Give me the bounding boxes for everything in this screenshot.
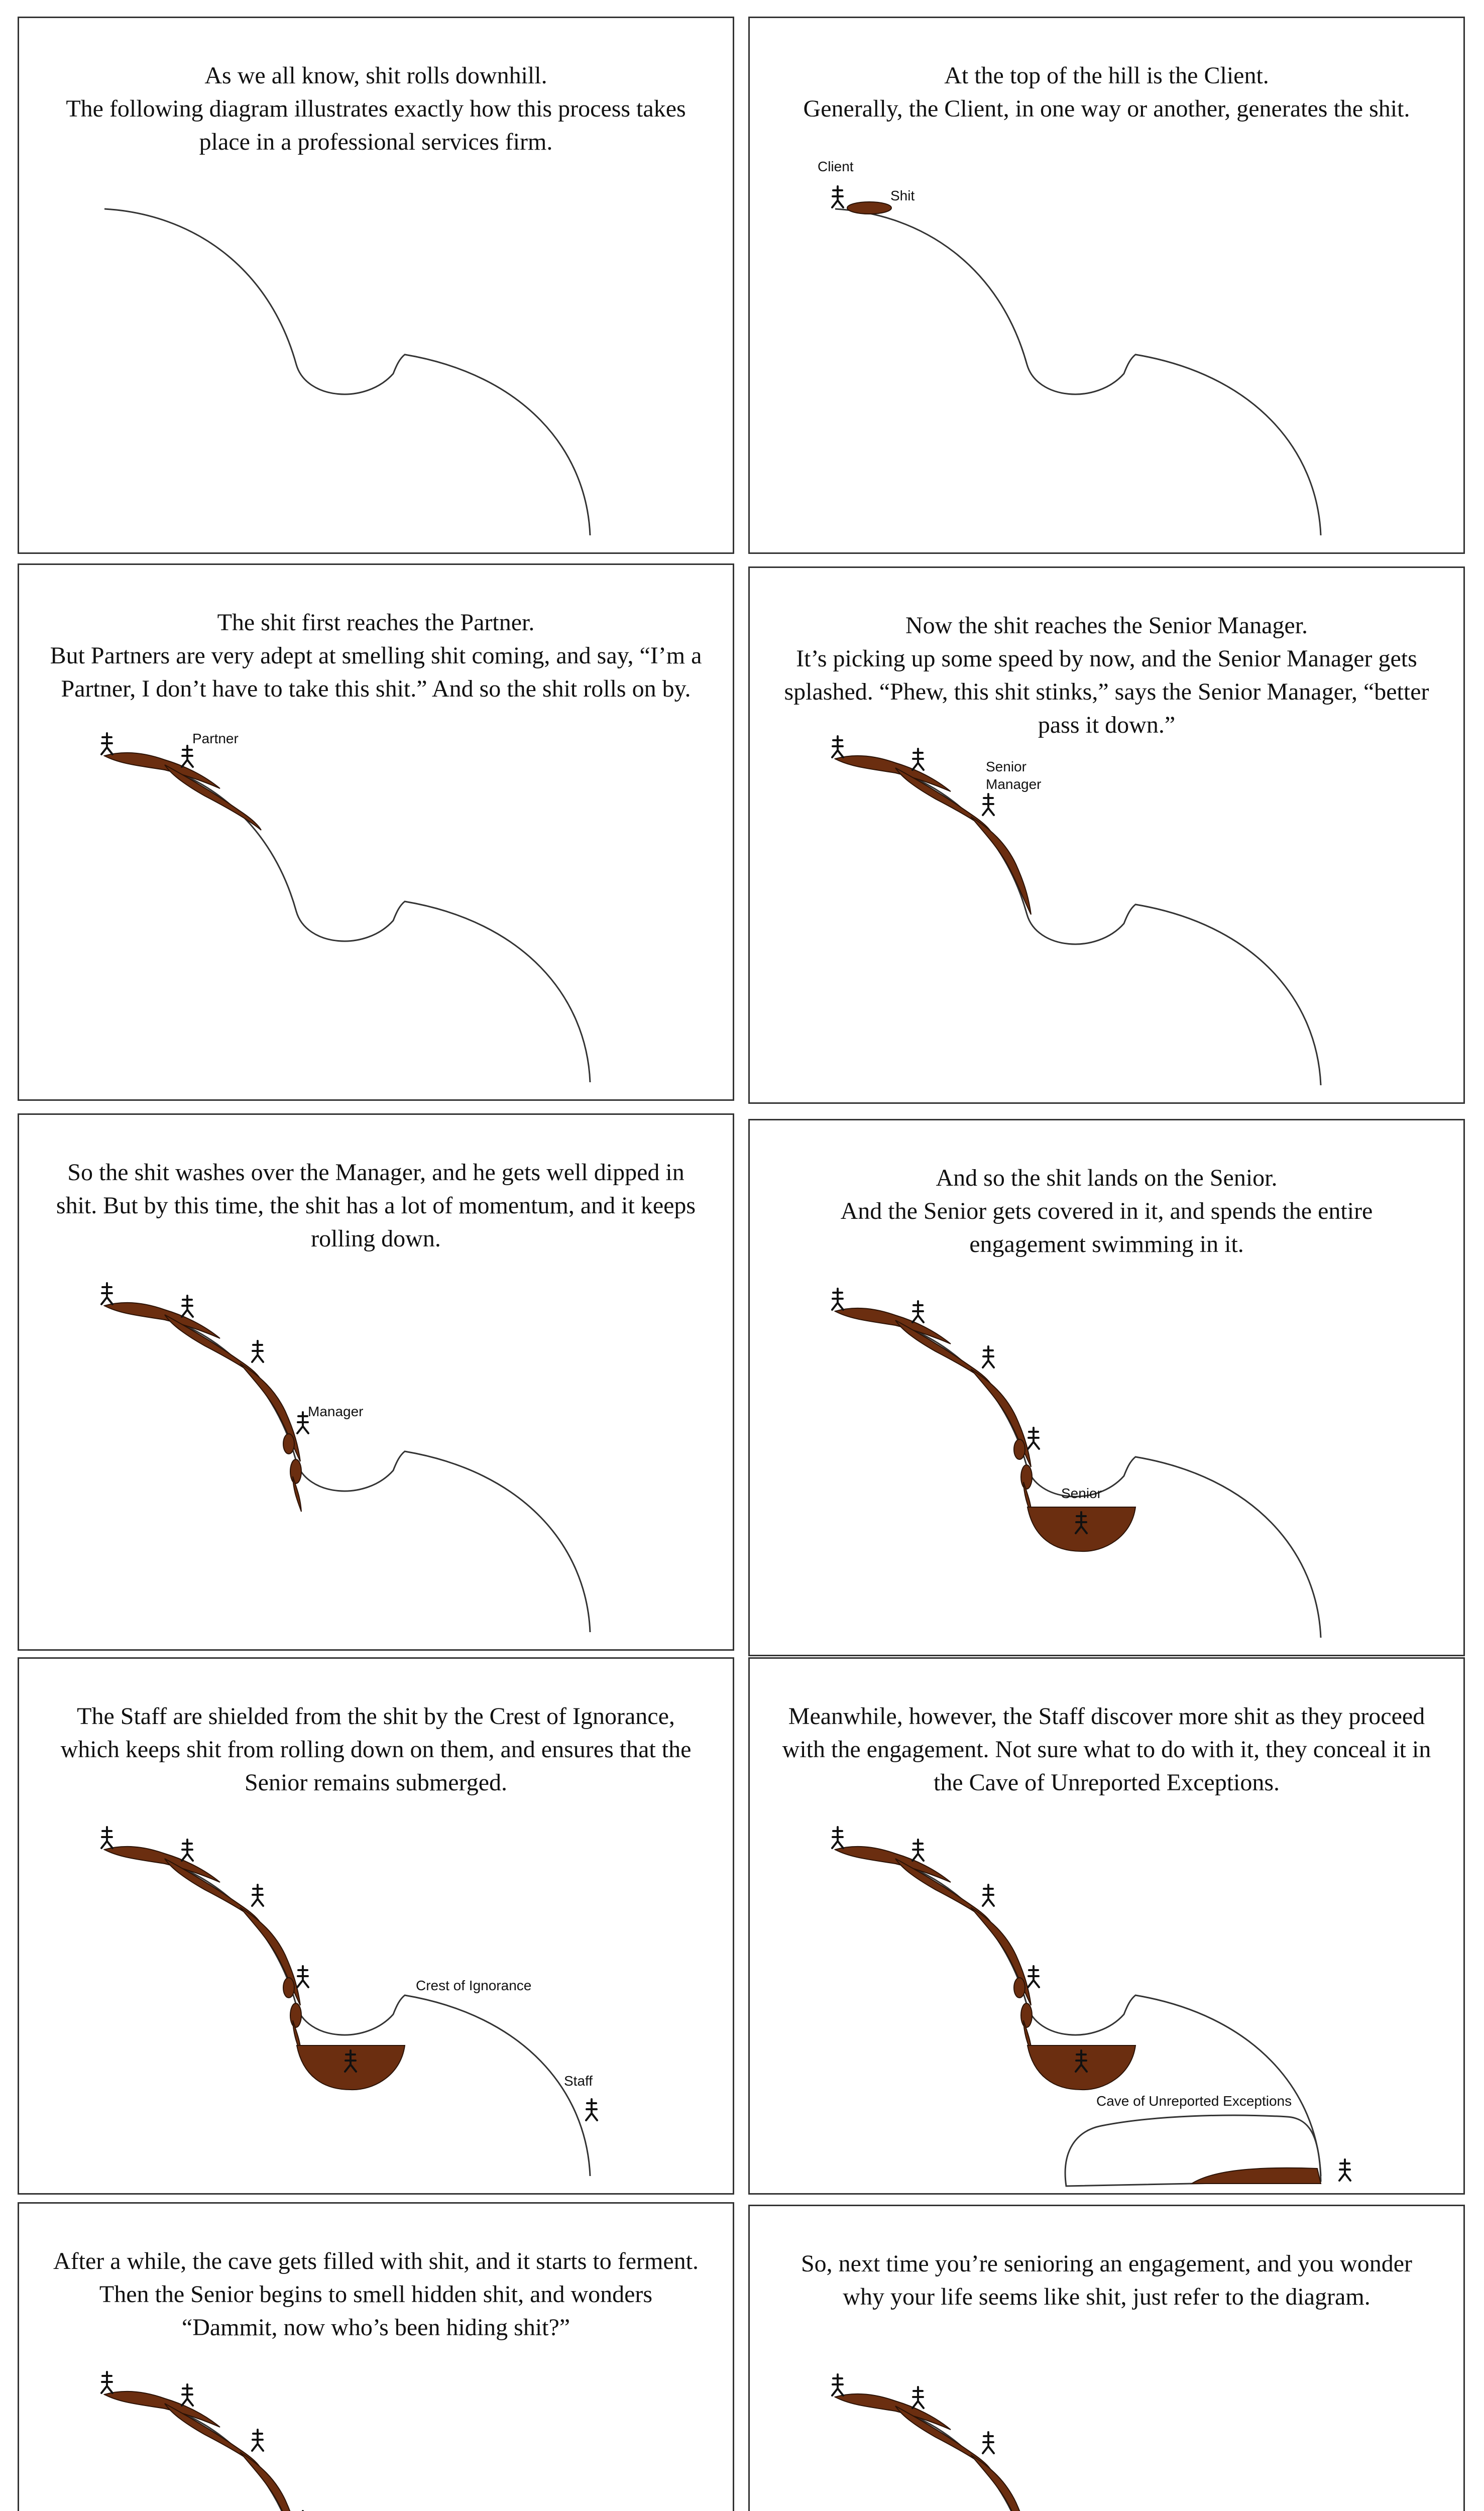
panel-caption: As we all know, shit rolls downhill. The following diagram illustrates exactly how this process takes place in a professional services firm. <box>66 62 686 155</box>
hill-line <box>835 1311 1321 1638</box>
partner-person <box>182 1840 193 1861</box>
panel-caption: Now the shit reaches the Senior Manager. It’s picking up some speed by now, and the Senior Manager gets splashed. “Phew, this shit stinks,” says the Senior Manager, “better pass it down.” <box>784 612 1429 738</box>
client-person <box>101 733 112 754</box>
staff-person <box>586 2099 597 2120</box>
client-label: Client <box>818 159 854 174</box>
shit-label: Shit <box>890 188 915 203</box>
senior-label: Senior <box>1061 1486 1102 1501</box>
client-person <box>832 2374 843 2395</box>
client-person <box>832 186 843 207</box>
comic-panel <box>18 563 734 1101</box>
hill-line <box>104 756 590 1082</box>
panel-diagram <box>19 1115 734 1651</box>
partner-person <box>182 1296 193 1317</box>
comic-panel <box>748 566 1465 1104</box>
panel-caption: The shit first reaches the Partner. But Partners are very adept at smelling shit coming, and say, “I’m a Partner, I don’t have to take this shit.” And so the shit rolls on by. <box>50 609 702 702</box>
panel-diagram <box>750 1659 1465 2195</box>
cave-label: Cave of Unreported Exceptions <box>1096 2093 1292 2109</box>
panel-caption: So the shit washes over the Manager, and he gets well dipped in shit. But by this time, the shit has a lot of momentum, and it keeps rolling down. <box>56 1159 696 1252</box>
panel-diagram <box>19 18 734 554</box>
panel-diagram <box>750 18 1465 554</box>
panel-diagram <box>19 2204 734 2511</box>
panel-diagram <box>19 565 734 1101</box>
panel-diagram <box>750 2206 1465 2511</box>
comic-panel <box>18 1657 734 2195</box>
shit-flow <box>835 1308 1032 1517</box>
comic-panel <box>18 17 734 554</box>
partner-person <box>912 1301 924 1322</box>
hill-line <box>835 209 1321 535</box>
manager-person <box>297 1412 308 1433</box>
client-person <box>101 1283 112 1304</box>
manager-person <box>297 1966 308 1987</box>
shit-flow <box>835 2394 1032 2511</box>
senior-manager-label: Senior <box>986 759 1026 774</box>
senior-manager-label-2: Manager <box>986 776 1042 792</box>
client-person <box>832 1289 843 1310</box>
panel-caption: And so the shit lands on the Senior. And the Senior gets covered in it, and spends the entire engagement swimming in it. <box>840 1165 1373 1258</box>
manager-person <box>1028 1966 1039 1987</box>
crest-of-ignorance-label: Crest of Ignorance <box>416 1978 532 1993</box>
panel-caption: So, next time you’re senioring an engagement, and you wonder why your life seems like shit, just refer to the diagram. <box>801 2250 1412 2310</box>
comic-panel <box>18 2202 734 2511</box>
shit-flow <box>104 1303 301 1512</box>
partner-person <box>912 1840 924 1861</box>
senior-manager-person <box>983 794 994 815</box>
shit-flow <box>835 1847 1032 2056</box>
comic-panel <box>18 1113 734 1651</box>
staff-label: Staff <box>564 2073 593 2089</box>
panel-diagram <box>750 568 1465 1104</box>
partner-person <box>912 2387 924 2408</box>
hill-line <box>104 1850 590 2176</box>
partner-person <box>182 2384 193 2406</box>
hill-line <box>835 759 1321 1085</box>
staff-person <box>1339 2159 1350 2181</box>
manager-person <box>1028 1428 1039 1449</box>
comic-panel <box>748 17 1465 554</box>
panel-diagram <box>750 1120 1465 1656</box>
senior-manager-person <box>252 1885 263 1906</box>
hill-line <box>104 209 590 535</box>
panel-caption: After a while, the cave gets filled with shit, and it starts to ferment. Then the Senior begins to smell hidden shit, and wonders “Dammit, now who’s been hiding shit?” <box>53 2248 699 2341</box>
client-person <box>101 2372 112 2393</box>
senior-manager-person <box>983 1885 994 1906</box>
panel-caption: Meanwhile, however, the Staff discover more shit as they proceed with the engagement. Not sure what to do with it, they conceal it in the Cave of Unreported Exceptions. <box>782 1703 1431 1796</box>
panel-caption: The Staff are shielded from the shit by the Crest of Ignorance, which keeps shit from rolling down on them, and ensures that the Senior remains submerged. <box>60 1703 692 1796</box>
comic-panel <box>748 1119 1465 1656</box>
manager-label: Manager <box>308 1404 364 1419</box>
shit-flow <box>104 1847 301 2056</box>
shit-blob <box>847 202 891 214</box>
partner-person <box>912 749 924 770</box>
partner-person <box>182 746 193 767</box>
panel-caption: At the top of the hill is the Client. Generally, the Client, in one way or another, generates the shit. <box>803 62 1410 122</box>
hill-line <box>104 1306 590 1632</box>
partner-label: Partner <box>192 731 239 746</box>
comic-panel <box>748 1657 1465 2195</box>
panel-diagram <box>19 1659 734 2195</box>
client-person <box>101 1827 112 1848</box>
senior-manager-person <box>983 2432 994 2453</box>
senior-manager-person <box>983 1346 994 1367</box>
client-person <box>832 1827 843 1848</box>
comic-panel <box>748 2205 1465 2511</box>
senior-manager-person <box>252 1341 263 1362</box>
client-person <box>832 736 843 757</box>
senior-manager-person <box>252 2430 263 2451</box>
